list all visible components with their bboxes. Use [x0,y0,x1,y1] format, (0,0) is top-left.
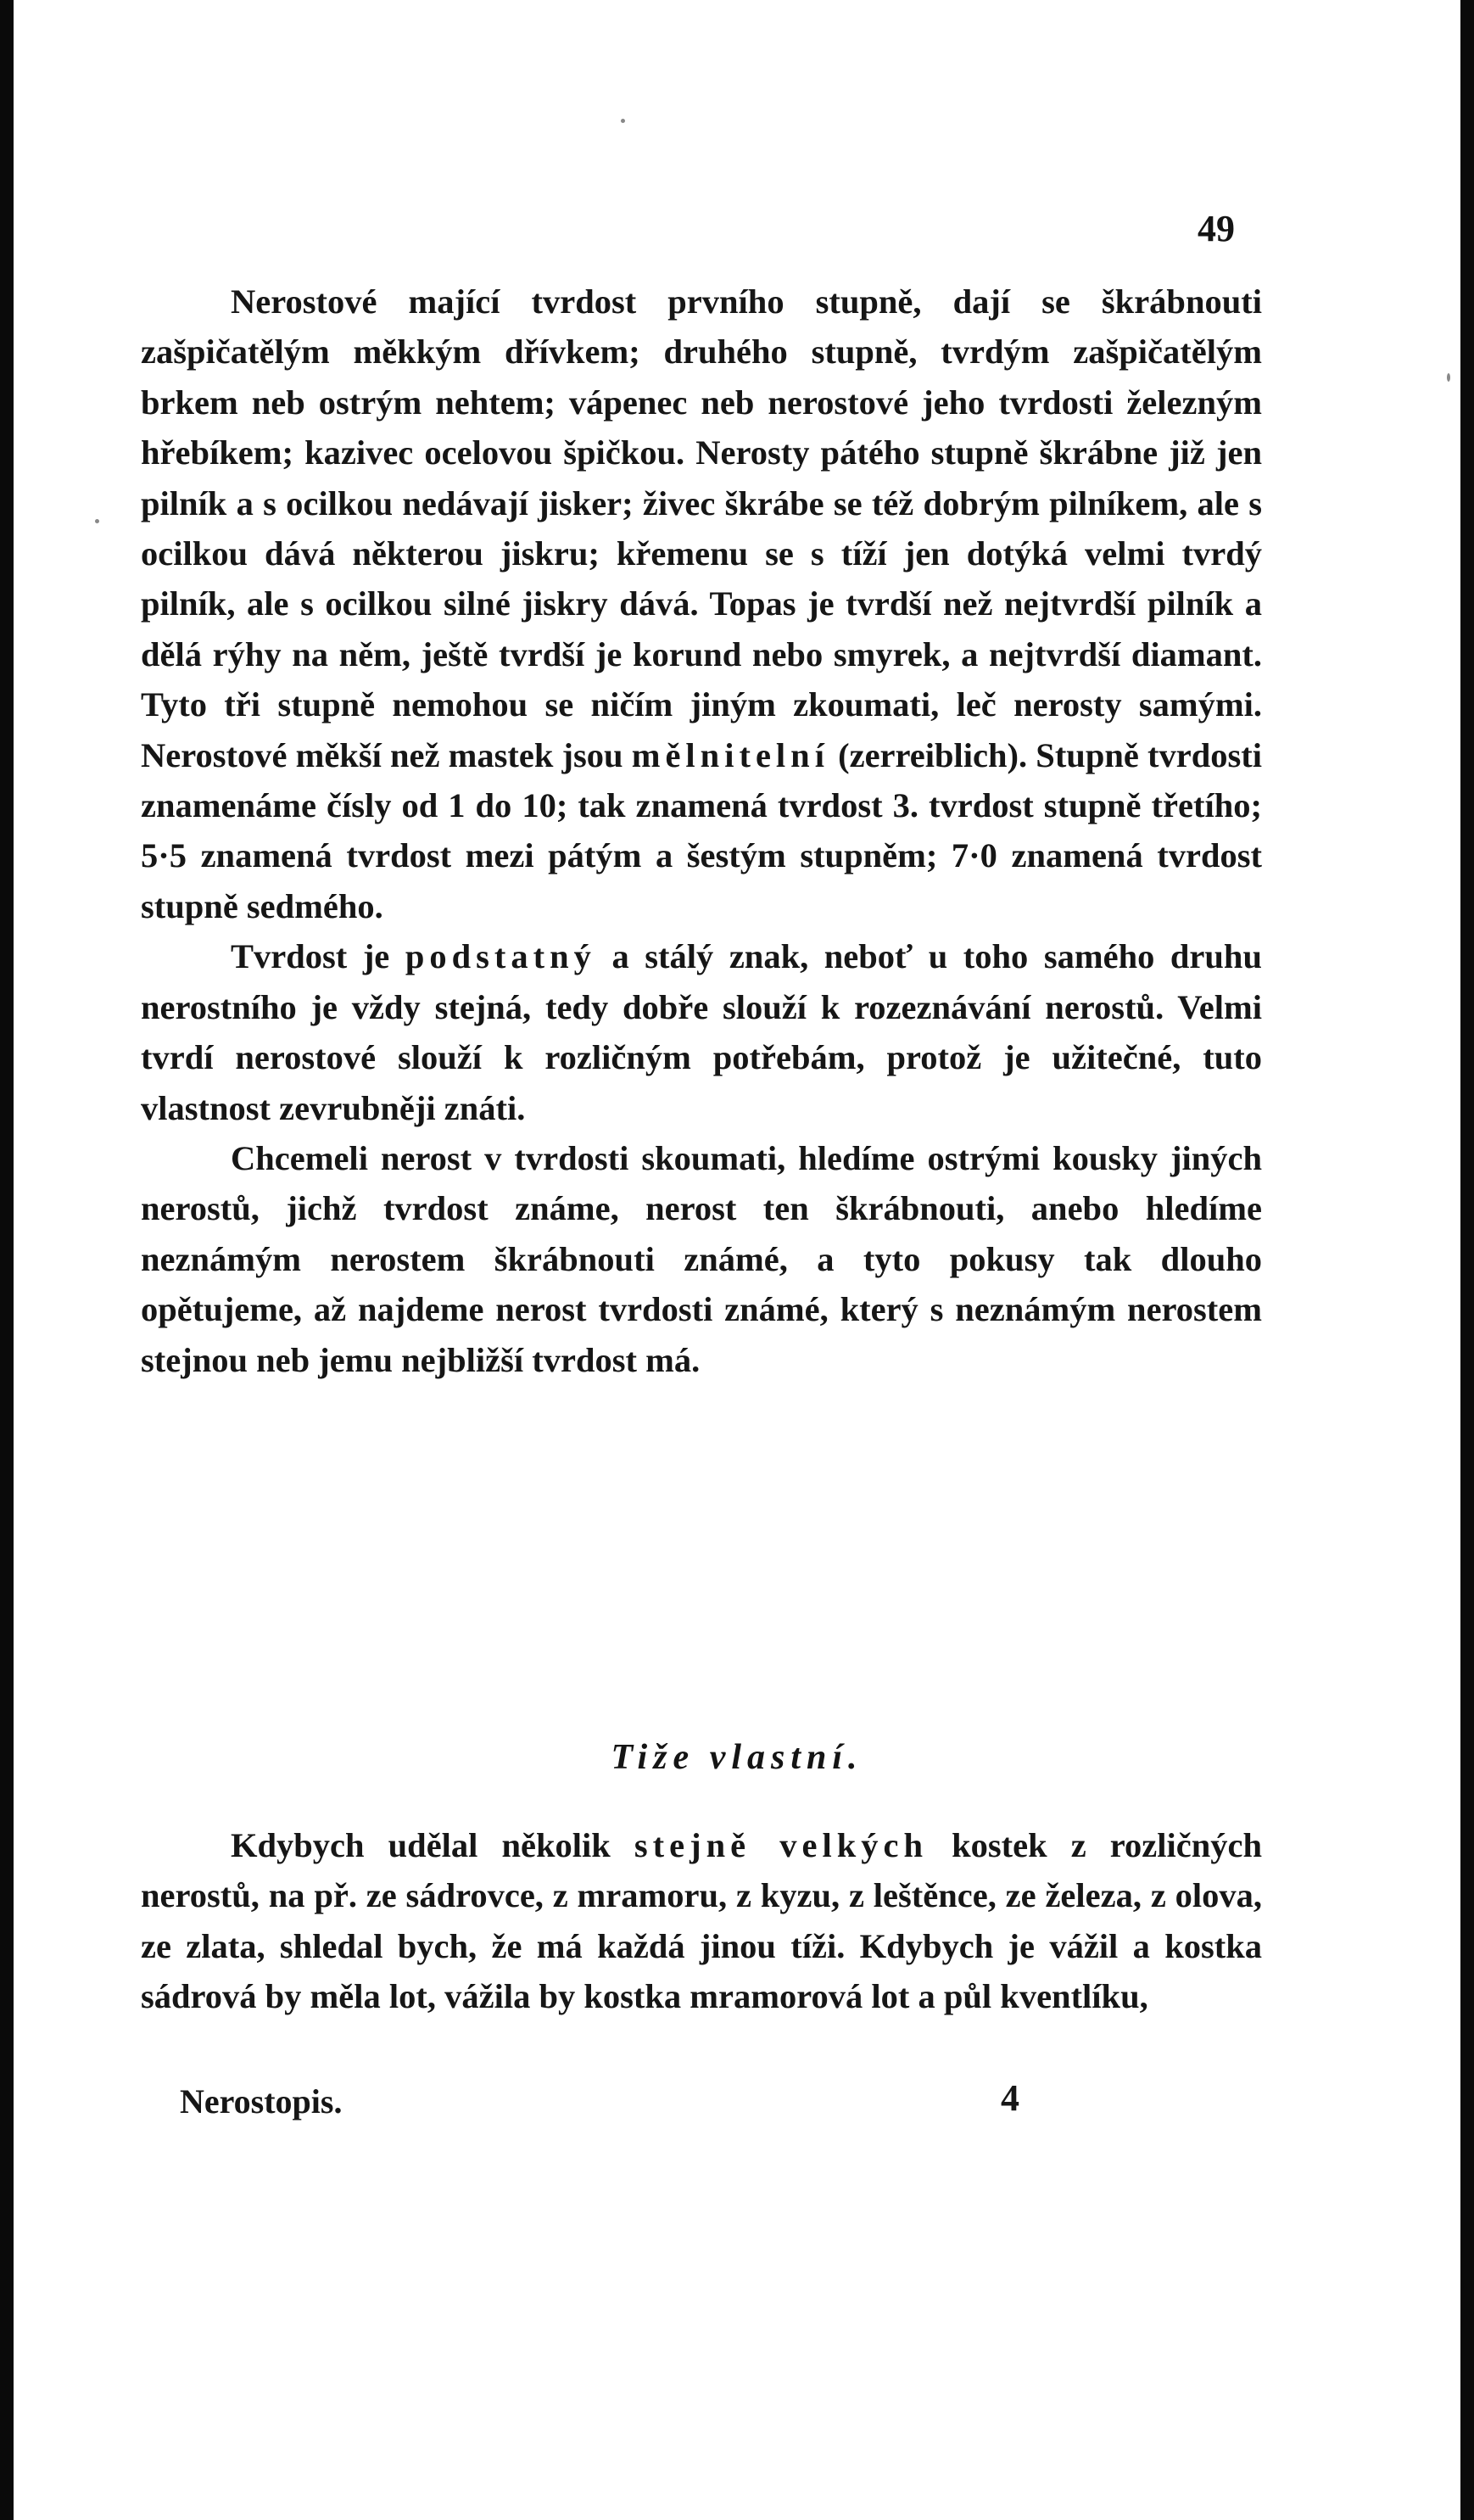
text-run: Tvrdost je [231,937,405,976]
paragraph-hardness-scale [141,277,1262,931]
spaced-term: mělnitelní [631,735,829,774]
text-run: Kdybych udělal několik [231,1826,634,1864]
text-run: a stálý znak, neboť u toho samého druhu nerostního je vždy stejná, tedy dobře slouží k rozeznávání nerostů. Velmi tvrdí nerostové slouží k rozličným potřebám, protož je užitečné, tuto vlastnost zevrubněji znáti. [141,937,1262,1127]
paragraph-specific-weight [141,1820,1262,2022]
scan-speck [1447,373,1450,382]
text-run: (zerreiblich). Stupně tvrdosti znamenáme čísly od 1 do 10; tak znamená tvrdost 3. tvrdost stupně třetího; 5·5 znamená tvrdost mezi pátým a šestým stupněm; 7·0 znamená tvrdost stupně sedmého. [141,735,1262,925]
signature-mark: 4 [1001,2077,1019,2119]
section-heading: Tiže vlastní. [611,1738,863,1777]
scan-speck [621,119,625,123]
book-page [14,0,1460,2520]
paragraph-hardness-property [141,931,1262,1133]
page-number: 49 [1198,208,1235,249]
main-text [141,277,1262,1385]
text-run: kostek z rozličných nerostů, na př. ze sádrovce, z mramoru, z kyzu, z leštěnce, ze železa, z olova, ze zlata, shledal bych, že má každá jinou tíži. Kdybych je vážil a kostka sádrová by měla lot, vážila by kostka mramorová lot a půl kventlíku, [141,1826,1262,2016]
paragraph-hardness-testing [141,1133,1262,1385]
scan-edge-left [0,0,14,2520]
footer-book-title: Nerostopis. [180,2082,343,2120]
text-run: Chcemeli nerost v tvrdosti skoumati, hledíme ostrými kousky jiných nerostů, jichž tvrdost známe, nerost ten škrábnouti, anebo hledíme neznámým nerostem škrábnouti známé, a tyto pokusy tak dlouho opětujeme, až najdeme nerost tvrdosti známé, který s neznámým nerostem stejnou neb jemu nejbližší tvrdost má. [141,1138,1262,1379]
scan-edge-right [1460,0,1474,2520]
spaced-term: stejně velkých [634,1826,928,1864]
spaced-term: podstatný [405,937,596,976]
scan-speck [95,519,99,523]
text-run: Nerostové mající tvrdost prvního stupně, dají se škrábnouti zašpičatělým měkkým dřívkem; druhého stupně, tvrdým zašpičatělým brkem neb ostrým nehtem; vápenec neb nerostové jeho tvrdosti železným hřebíkem; kazivec ocelovou špičkou. Nerosty pátého stupně škrábne již jen pilník a s ocilkou nedávají jisker; živec škrábe se též dobrým pilníkem, ale s ocilkou dává některou jiskru; křemenu se s tíží jen dotýká velmi tvrdý pilník, ale s ocilkou silné jiskry dává. Topas je tvrdší než nejtvrdší pilník a dělá rýhy na něm, ještě tvrdší je korund nebo smyrek, a nejtvrdší diamant. Tyto tři stupně nemohou se ničím jiným zkoumati, leč nerosty samými. Nerostové měkší než mastek jsou [141,282,1262,774]
section-text [141,1820,1262,2022]
